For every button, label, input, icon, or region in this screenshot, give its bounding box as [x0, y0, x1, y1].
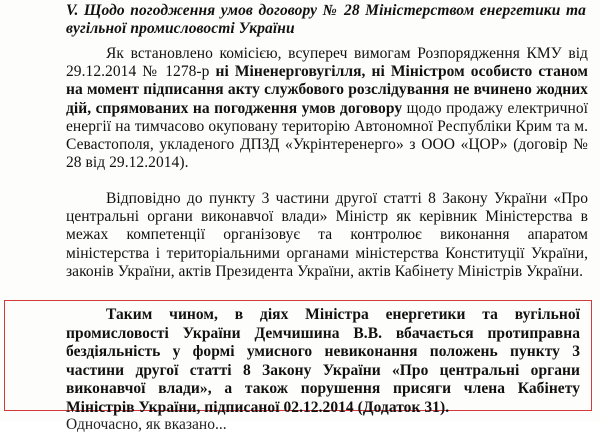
paragraph-text: щодо продажу електричної енергії на тимчасово окуповану територію Автономної Республіки Крим та м. Севастополя, укладеного ДПЗД «Укрінтеренерго» з ООО «ЦОР» (договір № 28 від 29.12.2014).	[66, 99, 588, 172]
paragraph-commission-findings	[66, 45, 588, 172]
paragraph-bold-text: ні Міненерговугілля, ні Міністром особисто станом на момент підписання акту службового розслідування не вчинено жодних дій, спрямованих на погодження умов договору	[66, 63, 588, 117]
cut-off-next-line	[66, 412, 426, 433]
paragraph-text: Як встановлено комісією, всупереч вимогам Розпорядження КМУ від 29.12.2014 № 1278-р	[66, 45, 588, 81]
paragraph-text: Відповідно до пункту 3 частини другої статті 8 Закону України «Про центральні органи виконавчої влади» Міністр як керівник Міністерства в межах компетенції організовує та контролює виконання апаратом міністерства і територіальними органами міністерства Конституції України, законів України, актів Президента України, актів Кабінету Міністрів України.	[66, 190, 588, 280]
paragraph-bold-text: Таким чином, в діях Міністра енергетики та вугільної промисловості України Демчишина В.В. вбачається протиправна бездіяльність у формі умисного невиконання положень пункту 3 частини другої статті 8 Закону України «Про центральні органи виконавчої влади», а також порушення присяги члена Кабінету Міністрів України, підписаної 02.12.2014 (Додаток 31).	[66, 306, 580, 416]
section-heading: V. Щодо погодження умов договору № 28 Міністерством енергетики та вугільної промисловості України	[66, 2, 586, 37]
paragraph-conclusion	[66, 306, 580, 418]
paragraph-text: Одночасно, як вказано...	[66, 416, 227, 433]
paragraph-law-reference	[66, 190, 588, 281]
